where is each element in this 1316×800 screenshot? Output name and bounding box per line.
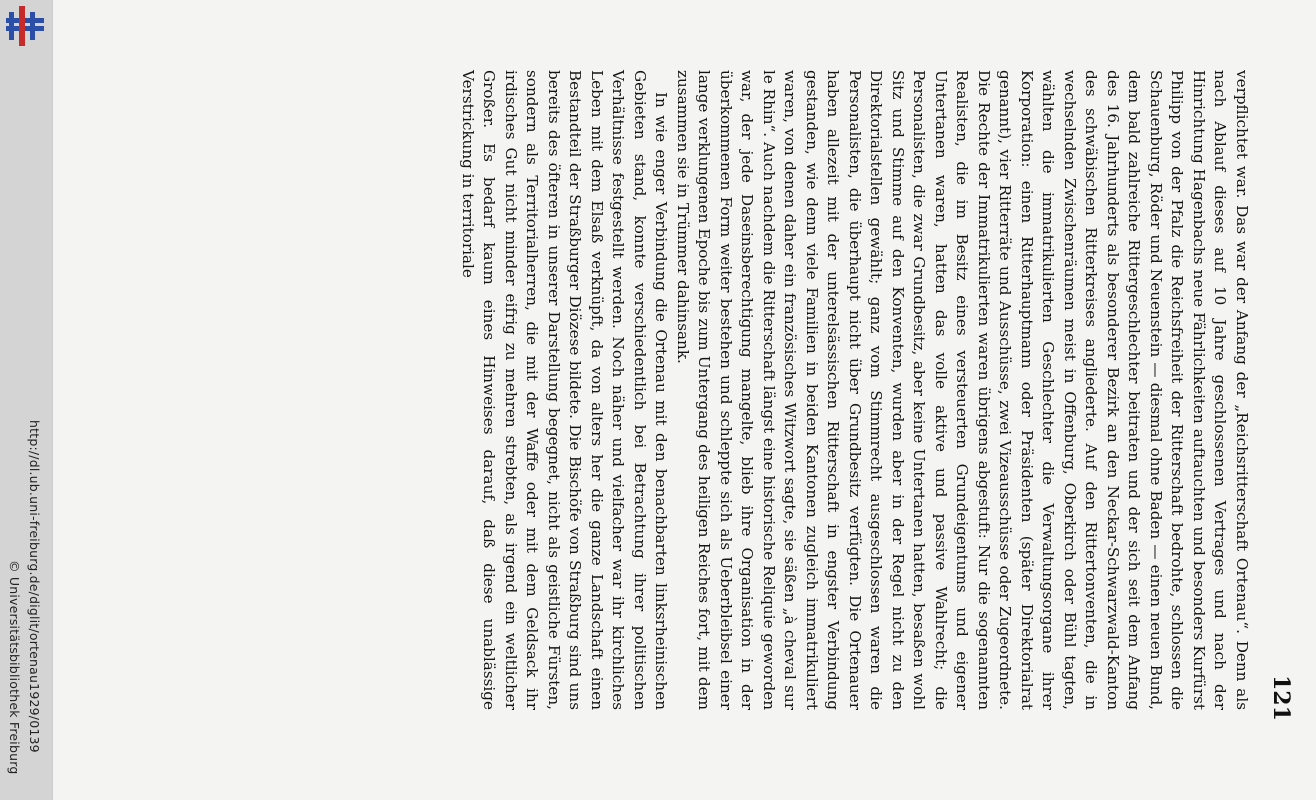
viewer-sidebar [0, 0, 52, 800]
copyright-notice: © Universitätsbibliothek Freiburg [7, 560, 22, 775]
body-text [457, 70, 1253, 710]
paragraph: verpflichtet war. Das war der Anfang der „Reichsritterschaft Ortenau“. Denn als nach Ablauf dieses auf 10 Jahre geschlossenen Vertrages und nach der Hinrichtung Hagenbachs neue Fährlichkeiten auftauchten und besonders Kurfürst Philipp von der Pfalz die Reichsfreiheit der Ritterschaft bedrohte, schlossen die Schauenburg, Röder und Neuenstein — diesmal ohne Baden — einen neuen Bund, dem bald zahlreiche Rittergeschlechter beitraten und der sich seit dem Anfang des 16. Jahrhunderts als besonderer Bezirk an den Neckar-Schwarzwald-Kanton des schwäbischen Ritterkreises angliederte. Auf den Rittertonventen, die in wechselnden Zwischenräumen meist in Offenburg, Oberkirch oder Bühl tagten, wählten die immatrikulierten Geschlechter die Verwaltungsorgane ihrer Korporation: einen Ritterhauptmann oder Präsidenten (später Direktorialrat genannt), vier Ritterräte und Ausschüsse, zwei Vizeausschüsse oder Zugeordnete. Die Rechte der Immatrikulierten waren übrigens abgestuft: Nur die sogenannten Realisten, die im Besitz eines versteuerten Grundeigentums und eigener Untertanen waren, hatten das volle aktive und passive Wahlrecht; die Personalisten, die zwar Grundbesitz, aber keine Untertanen hatten, besaßen wohl Sitz und Stimme auf den Konventen, wurden aber in der Regel nicht zu den Direktorialstellen gewählt; ganz vom Stimmrecht ausgeschlossen waren die Personalisten, die überhaupt nicht über Grundbesitz verfügten. Die Ortenauer haben allezeit mit der unterelsässischen Ritterschaft in engster Verbindung gestanden, wie denn viele Familien in beiden Kantonen zugleich immatrikuliert waren, von denen daher ein französisches Witzwort sagte, sie säßen „à cheval sur le Rhin“. Auch nachdem die Ritterschaft längst eine historische Reliquie geworden war, der jede Daseinsberechtigung mangelte, blieb ihre Organisation in der überkommenen Form weiter bestehen und schleppte sich als Ueberbleibsel einer lange verklungenen Epoche bis zum Untergang des heiligen Reiches fort, mit dem zusammen sie in Trümmer dahinsank. [674, 70, 1251, 710]
permalink-url[interactable]: http://dl.ub.uni-freiburg.de/diglit/ortenau1929/0139 [27, 420, 42, 753]
page-content [53, 0, 1316, 800]
scanned-page [53, 0, 1316, 800]
page-number: 121 [1268, 675, 1294, 721]
paragraph: In wie enger Verbindung die Ortenau mit den benachbarten linksrheinischen Gebieten stand, konnte verschiedentlich bei Betrachtung ihrer politischen Verhältnisse festgestellt werden. Noch näher und vielfacher war ihr kirchliches Leben mit dem Elsaß verknüpft, da von alters her die ganze Landschaft einen Bestandteil der Straßburger Diözese bildete. Die Bischöfe von Straßburg sind uns bereits des öfteren in unserer Darstellung begegnet, nicht als geistliche Fürsten, sondern als Territorialherren, die mit der Waffe oder mit dem Geldsack ihr irdisches Gut nicht minder eifrig zu mehren strebten, als irgend ein weltlicher Großer. Es bedarf kaum eines Hinweises darauf, daß diese unablässige Verstrickung in territoriale [459, 70, 671, 710]
